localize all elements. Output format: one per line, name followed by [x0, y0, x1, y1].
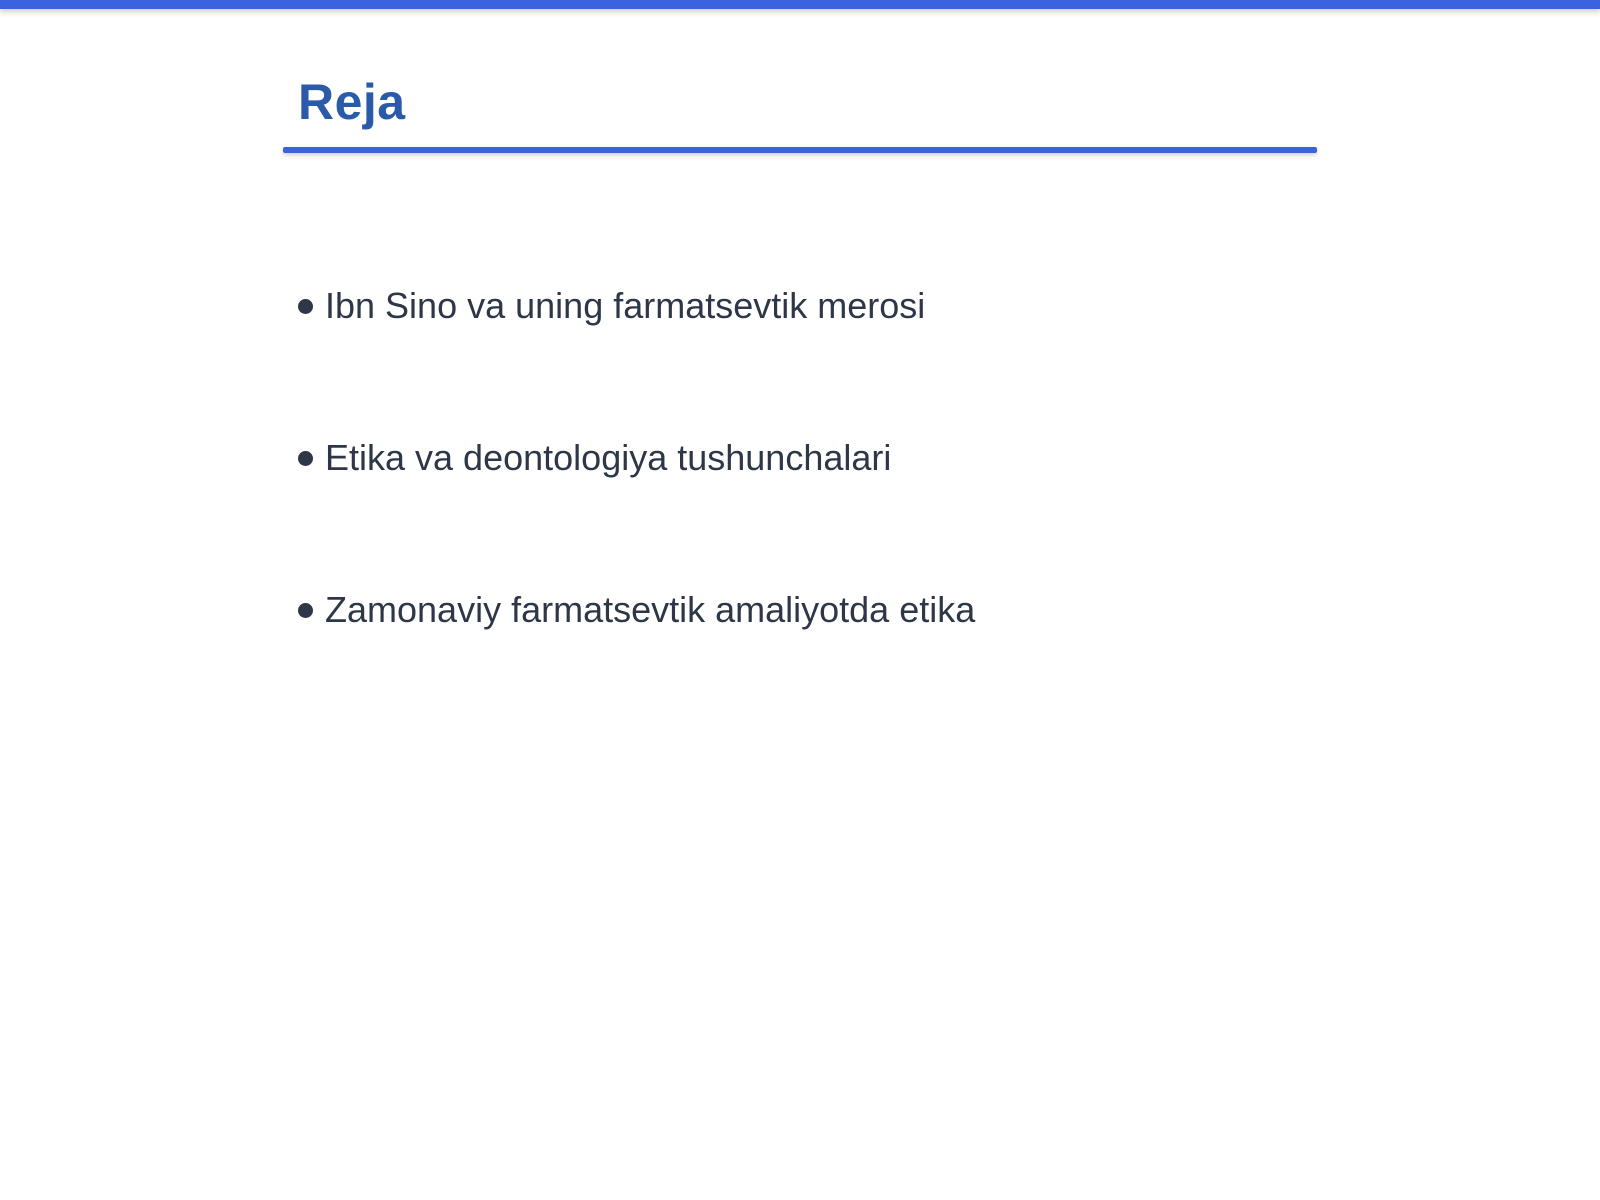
list-item — [298, 278, 975, 334]
bullet-icon — [298, 299, 313, 314]
top-accent-bar — [0, 0, 1600, 9]
bullet-icon — [298, 603, 313, 618]
slide-title: Reja — [298, 74, 406, 130]
list-item — [298, 582, 975, 638]
list-item — [298, 430, 975, 486]
title-underline — [283, 147, 1317, 153]
bullet-text: Ibn Sino va uning farmatsevtik merosi — [325, 285, 926, 326]
bullet-text: Zamonaviy farmatsevtik amaliyotda etika — [325, 589, 976, 630]
bullet-text: Etika va deontologiya tushunchalari — [325, 437, 892, 478]
bullet-list — [298, 278, 975, 734]
bullet-icon — [298, 451, 313, 466]
